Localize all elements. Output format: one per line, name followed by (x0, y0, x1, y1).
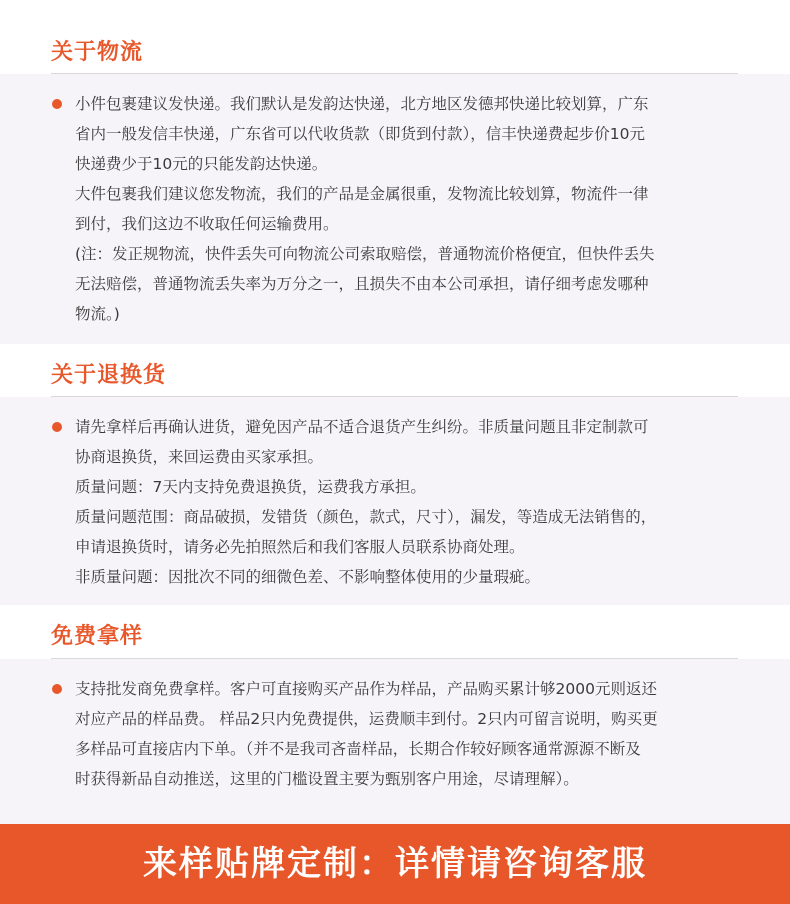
bullet-icon (52, 99, 62, 109)
text-line: 质量问题范围：商品破损，发错货（颜色，款式，尺寸），漏发，等造成无法销售的， (75, 508, 657, 526)
returns-paragraph (75, 412, 765, 592)
section-title-samples: 免费拿样 (51, 624, 144, 649)
text-line: 质量问题：7天内支持免费退换货，运费我方承担。 (75, 478, 426, 496)
section-returns-header (0, 361, 790, 401)
text-line: 协商退换货，来回运费由买家承担。 (75, 448, 324, 466)
text-line: 多样品可直接店内下单。（并不是我司吝啬样品，长期合作较好顾客通常源源不断及 (75, 740, 641, 758)
section-logistics-header (0, 38, 790, 78)
text-line: (注：发正规物流，快件丢失可向物流公司索取赔偿，普通物流价格便宜，但快件丢失 (75, 245, 655, 263)
banner-text: 来样贴牌定制：详情请咨询客服 (143, 844, 647, 884)
section-returns-body (0, 397, 790, 605)
custom-branding-banner (0, 824, 790, 904)
text-line: 物流。) (75, 305, 120, 323)
logistics-paragraph (75, 89, 765, 329)
text-line: 对应产品的样品费。 样品2只内免费提供，运费顺丰到付。2只内可留言说明，购买更 (75, 710, 658, 728)
text-line: 省内一般发信丰快递，广东省可以代收货款（即货到付款），信丰快递费起步价10元 (75, 125, 645, 143)
text-line: 申请退换货时，请务必先拍照然后和我们客服人员联系协商处理。 (75, 538, 525, 556)
bullet-icon (52, 422, 62, 432)
text-line: 快递费少于10元的只能发韵达快递。 (75, 155, 328, 173)
text-line: 请先拿样后再确认进货，避免因产品不适合退货产生纠纷。非质量问题且非定制款可 (75, 418, 649, 436)
text-line: 非质量问题：因批次不同的细微色差、不影响整体使用的少量瑕疵。 (75, 568, 541, 586)
text-line: 大件包裹我们建议您发物流，我们的产品是金属很重，发物流比较划算，物流件一律 (75, 185, 649, 203)
samples-paragraph (75, 674, 765, 794)
section-logistics-body (0, 74, 790, 344)
bullet-icon (52, 684, 62, 694)
section-title-returns: 关于退换货 (51, 363, 167, 388)
text-line: 到付，我们这边不收取任何运输费用。 (75, 215, 339, 233)
section-samples-body (0, 659, 790, 824)
text-line: 小件包裹建议发快递。我们默认是发韵达快递，北方地区发德邦快递比较划算，广东 (75, 95, 649, 113)
text-line: 支持批发商免费拿样。客户可直接购买产品作为样品，产品购买累计够2000元则返还 (75, 680, 657, 698)
text-line: 时获得新品自动推送，这里的门槛设置主要为甄别客户用途，尽请理解）。 (75, 770, 579, 788)
text-line: 无法赔偿，普通物流丢失率为万分之一，且损失不由本公司承担，请仔细考虑发哪种 (75, 275, 649, 293)
section-title-logistics: 关于物流 (51, 40, 144, 65)
section-samples-header (0, 622, 790, 662)
